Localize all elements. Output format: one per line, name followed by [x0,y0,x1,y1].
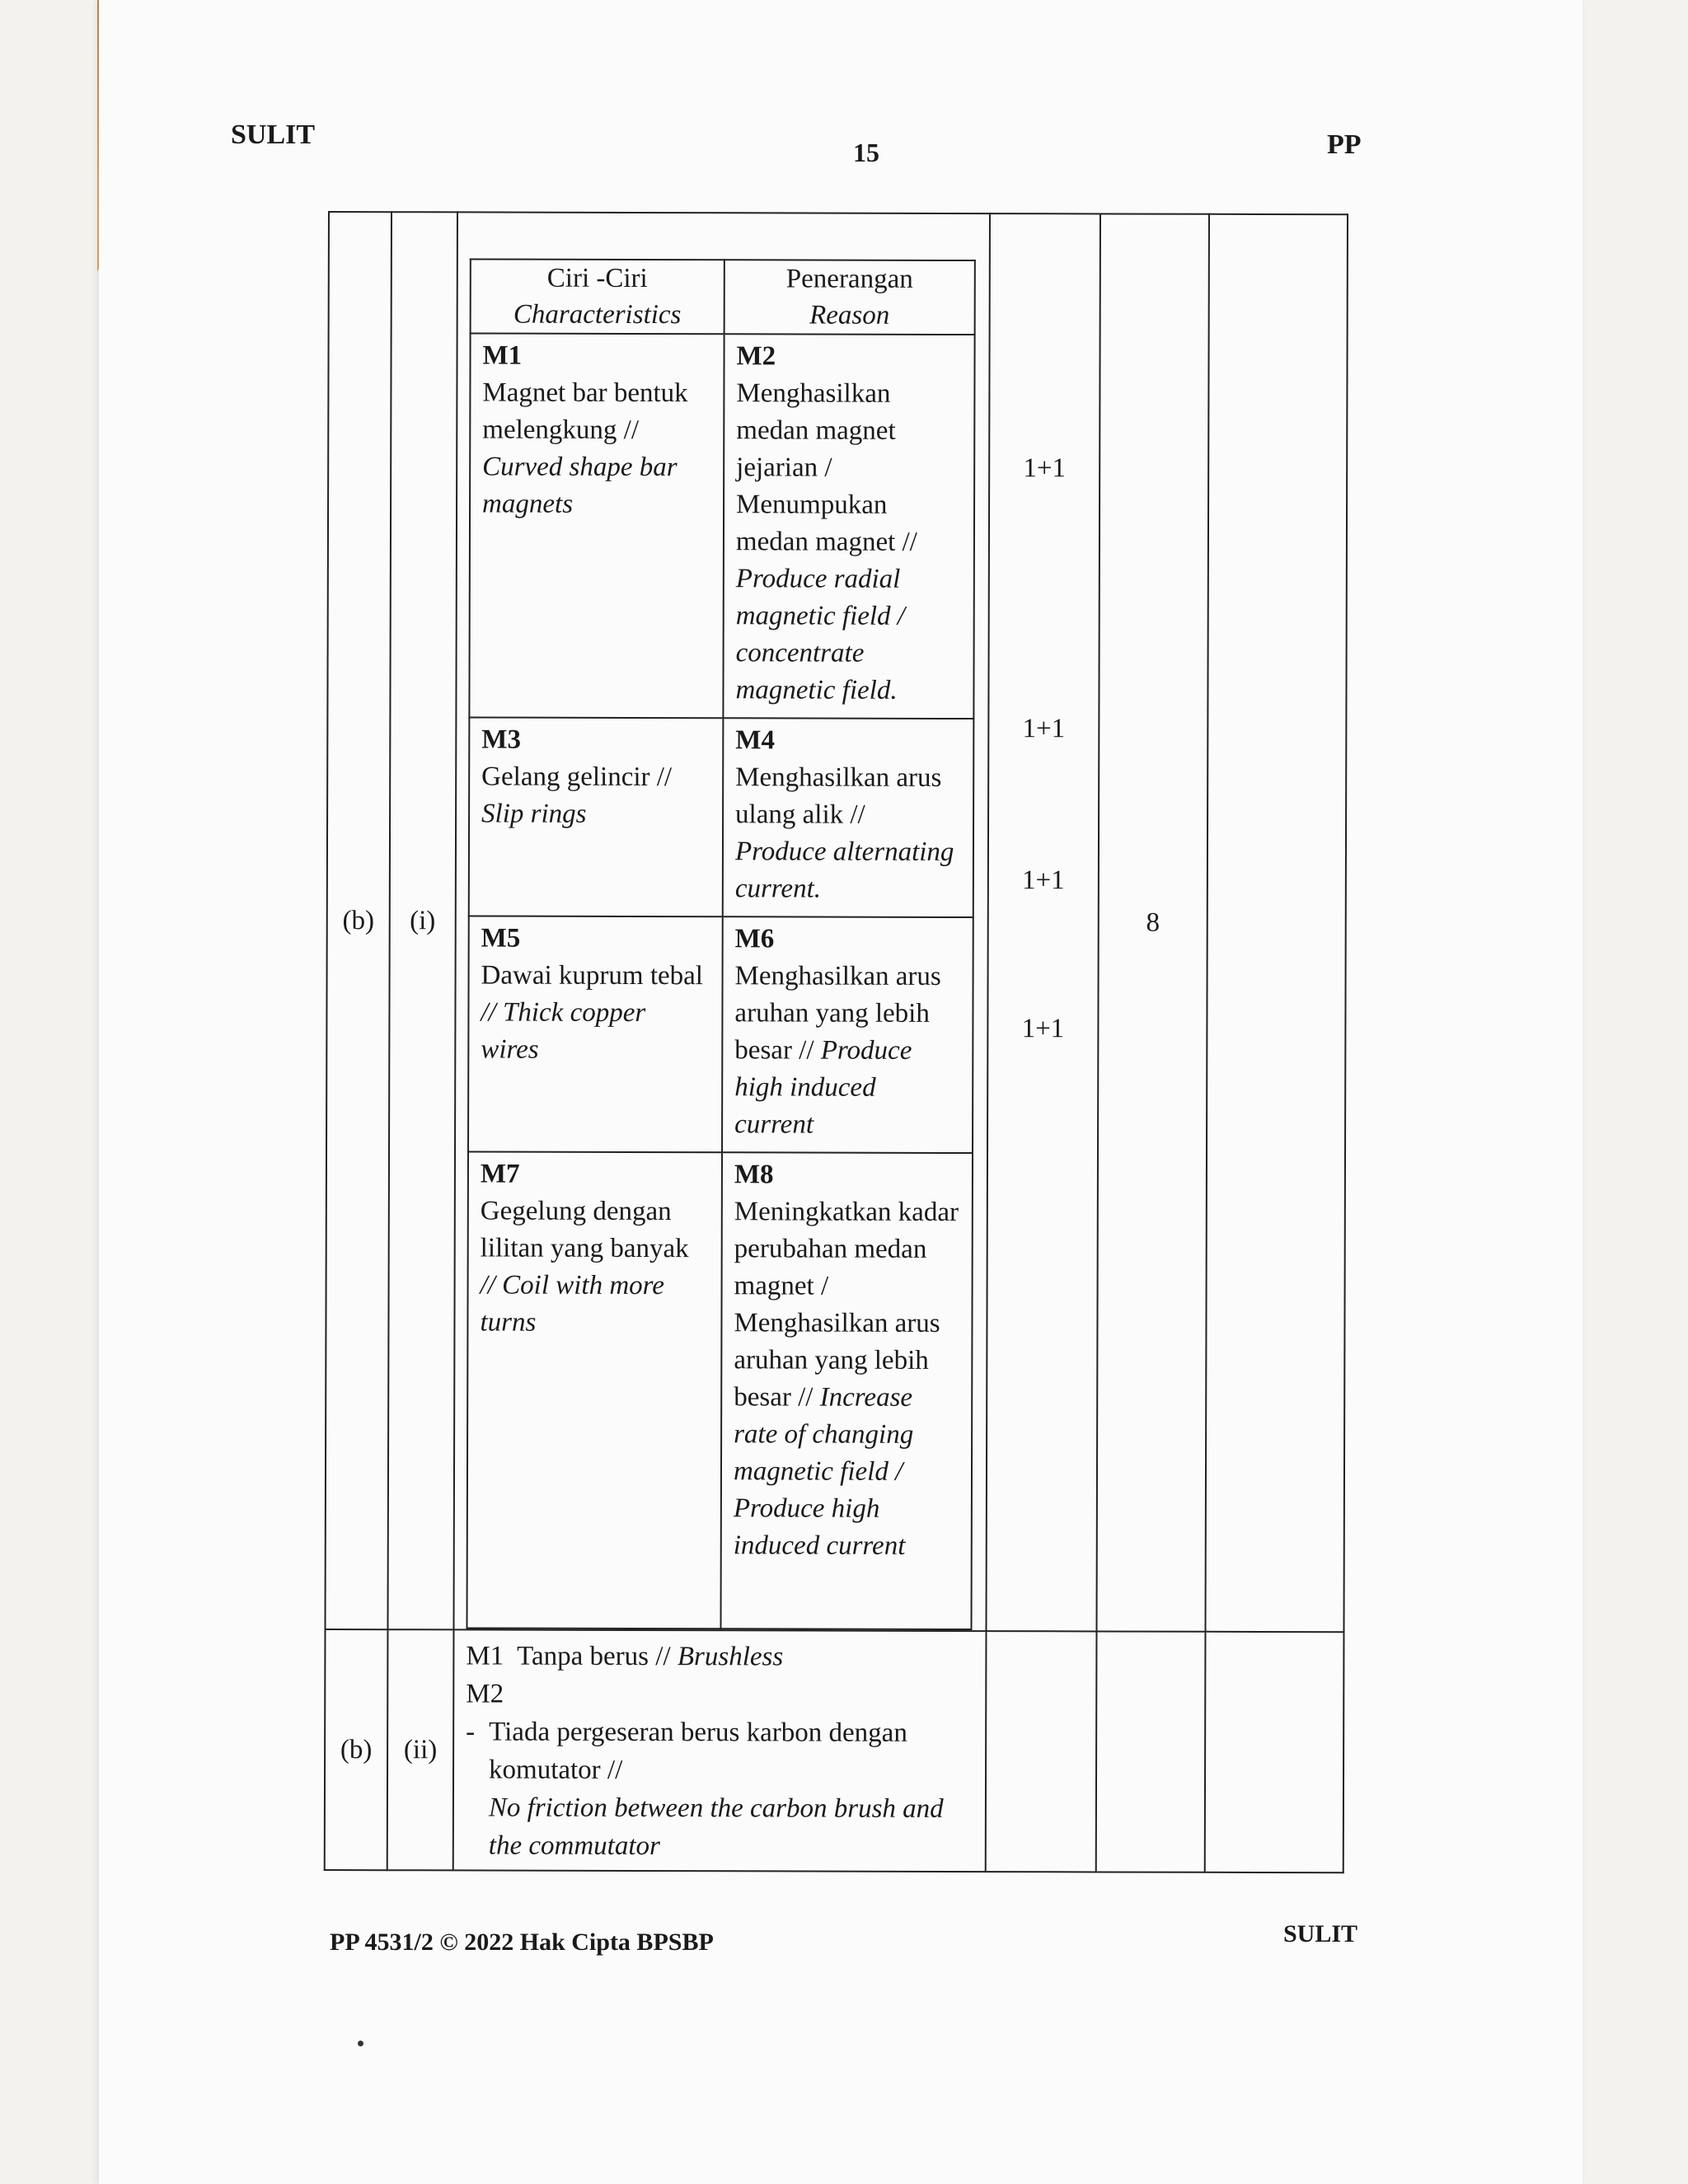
mark-code: M8 [734,1160,774,1190]
reason-ms: Meningkatkan kadar perubahan medan magnet / Menghasilkan arus aruhan yang lebih besar // [734,1197,959,1413]
characteristic-cell [468,916,723,1152]
question-sub-cell: (i) [387,212,457,1629]
reason-cell [723,334,974,719]
answer-cell [453,1629,987,1872]
characteristic-cell [467,1151,722,1629]
mark-code: M7 [480,1159,520,1189]
reason-en: Increase rate of changing magnetic field / Produce high induced current [733,1382,914,1561]
characteristic-en: Slip rings [481,799,587,829]
footer-copyright: PP 4531/2 © 2022 Hak Cipta BPSBP [330,1929,714,1956]
characteristic-en: // Thick copper wires [481,997,646,1065]
blank-cell [1205,214,1348,1632]
mark-code: M4 [735,725,776,756]
sub-mark: 1+1 [1022,865,1065,896]
bullet-dash: - [466,1717,476,1747]
total-marks-cell [1096,1631,1206,1872]
answer-cell [453,212,990,1631]
sub-marks-cell [986,1631,1097,1872]
mark-code: M5 [481,923,521,954]
sub-mark: 1+1 [1021,1014,1065,1044]
characteristic-cell [469,333,724,718]
header-ms: Penerangan [785,264,913,294]
sub-mark: 1+1 [1022,714,1066,744]
reason-ms: Menghasilkan arus ulang alik // [735,762,942,830]
mark-code: M2 [466,1679,504,1709]
sub-marks-cell [986,213,1100,1631]
blank-cell [1205,1632,1344,1872]
characteristic-en: // Coil with more turns [480,1270,665,1338]
question-sub-cell: (ii) [387,1629,454,1870]
answer-m1 [466,1637,977,1676]
total-marks-cell: 8 [1096,213,1209,1631]
pair-row-1 [469,333,974,719]
pair-row-2 [469,717,974,917]
answer-m2 [466,1713,977,1866]
reason-header [724,260,975,335]
mark-code: M1 [466,1641,504,1671]
question-part-cell: (b) [325,1629,388,1870]
sub-mark: 1+1 [1023,453,1067,484]
mark-code: M3 [481,724,522,755]
answer-en: Brushless [677,1642,784,1672]
row-b-ii [325,1629,1344,1872]
reason-cell [723,718,974,917]
answer-ms: Tiada pergeseran berus karbon dengan komutator // [489,1717,907,1785]
characteristics-header [471,259,724,334]
reason-ms: Menghasilkan medan magnet jejarian / Menumpukan medan magnet // [735,378,917,557]
mark-code: M6 [734,924,775,954]
pair-row-3 [468,916,973,1153]
ink-dot [358,2041,363,2046]
characteristic-cell [469,717,724,916]
reason-en: Produce high induced current [734,1035,912,1140]
reason-cell [722,916,973,1153]
marking-scheme-table [324,211,1348,1873]
mark-code: M1 [482,340,523,371]
header-code: PP [1327,129,1362,160]
header-en: Characteristics [513,299,682,330]
answer-en: No friction between the carbon brush and the commutator [488,1793,944,1862]
mark-code: M2 [736,341,776,372]
answer-ms: Tanpa berus // [517,1641,671,1672]
header-ms: Ciri -Ciri [546,263,648,294]
header-classification: SULIT [231,120,316,150]
characteristics-table [466,258,975,1630]
reason-ms: Menghasilkan arus aruhan yang lebih besar // [734,961,941,1066]
footer-classification: SULIT [1283,1920,1358,1947]
characteristic-ms: Dawai kuprum tebal [481,960,704,991]
characteristic-ms: Gegelung dengan lilitan yang banyak [480,1196,689,1264]
header-en: Reason [809,300,890,330]
question-part-cell: (b) [325,212,392,1629]
row-b-i [325,212,1347,1632]
reason-en: Produce alternating current. [734,837,954,904]
characteristic-en: Curved shape bar magnets [482,452,678,519]
characteristic-ms: Magnet bar bentuk melengkung // [482,377,688,445]
characteristic-ms: Gelang gelincir // [481,762,673,793]
page-number: 15 [853,138,879,167]
reason-cell [720,1152,973,1629]
reason-en: Produce radial magnetic field / concentrate magnetic field. [735,564,906,705]
pair-row-4 [467,1151,973,1629]
